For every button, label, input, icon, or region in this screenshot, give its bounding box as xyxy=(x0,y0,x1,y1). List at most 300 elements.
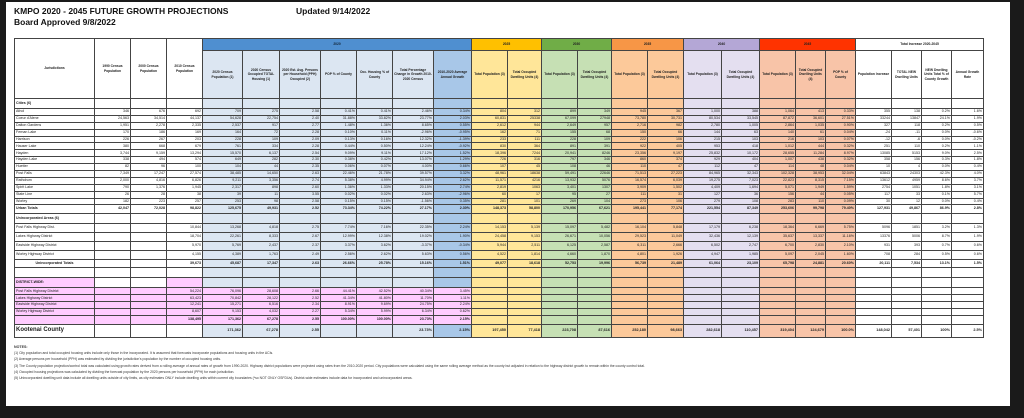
col-new-du-pct: NEW Dwelling Units Total % of County Growth xyxy=(922,51,952,99)
cell-value xyxy=(95,250,131,259)
cell-value: 284 xyxy=(892,250,922,259)
cell-value: 1307 xyxy=(578,184,612,191)
district-totals-row xyxy=(15,316,984,325)
urban-totals-row xyxy=(15,205,984,214)
cell-value: 2,278 xyxy=(131,122,167,129)
cell-value: 2,587 xyxy=(578,241,612,250)
cell-value: 25.78% xyxy=(357,259,393,268)
cell-value: 24.1% xyxy=(922,115,952,122)
cell-value: 57,401 xyxy=(892,324,922,337)
cell-value: 21.78% xyxy=(357,171,393,178)
cell-value: 2.62% xyxy=(357,250,393,259)
cell-value: 23.77% xyxy=(393,115,434,122)
cell-value: 2,716 xyxy=(612,122,648,129)
cell-value: 2.40 xyxy=(280,115,321,122)
table-row xyxy=(15,164,984,171)
cell-value: 108 xyxy=(722,198,760,205)
cell-value: 12,241 xyxy=(167,302,203,309)
cell-value xyxy=(95,316,131,325)
cell-value: 20.60% xyxy=(826,259,856,268)
cell-value: 253 xyxy=(203,198,243,205)
cell-value: 349 xyxy=(578,109,612,116)
cell-value: 28 xyxy=(131,191,167,198)
cell-value: 26 xyxy=(95,191,131,198)
cell-value: 1,985 xyxy=(722,250,760,259)
cell-value: 2.56% xyxy=(321,250,357,259)
cell-value: 355 xyxy=(856,109,892,116)
col-2030-du: Total Occupied Dwelling Units (4) xyxy=(578,51,612,99)
cell-value: 1,814 xyxy=(508,250,542,259)
cell-value: 12.99% xyxy=(321,232,357,241)
cell-value: 2.63 xyxy=(280,259,321,268)
group-total-increase: Total Increase 2020-2045 xyxy=(856,39,984,51)
cell-value: 388 xyxy=(722,109,760,116)
cell-value: 21,489 xyxy=(648,259,684,268)
jurisdiction-name: Lakes Highway District xyxy=(15,295,95,302)
cell-value: 22,754 xyxy=(243,115,280,122)
cell-value: 283 xyxy=(760,198,796,205)
cell-value: 74.22% xyxy=(357,205,393,214)
cell-value: 27,574 xyxy=(167,171,203,178)
cell-value: 18,396 xyxy=(472,150,508,157)
cell-value: 42.52% xyxy=(357,288,393,295)
cell-value: 2.74 xyxy=(280,177,321,184)
cell-value: 2.09 xyxy=(280,136,321,143)
cell-value: 68 xyxy=(578,129,612,136)
cell-value: 0.62% xyxy=(434,309,472,316)
cell-value: 6,669 xyxy=(796,223,826,232)
cell-value: 5006 xyxy=(892,232,922,241)
report-header xyxy=(14,6,371,28)
cell-value: 0.11% xyxy=(357,129,393,136)
cell-value: 391 xyxy=(578,143,612,150)
cell-value: 2,747 xyxy=(722,241,760,250)
cell-value: 1.8% xyxy=(952,157,984,164)
cell-value: 49,931 xyxy=(243,205,280,214)
cell-value: 47 xyxy=(648,164,684,171)
cell-value: 7,349 xyxy=(95,171,131,178)
cell-value xyxy=(95,288,131,295)
cell-value: 438 xyxy=(796,157,826,164)
note-5: (5) Unincorporated dwelling unit data include all dwelling units outside of city limits, as city estimates ONLY include dwelling units within current city boundaries (*so NOT ONLY OSFDUs). District-wide estimates include data for incorporated and unincorporated areas. xyxy=(14,376,413,381)
cell-value: 44,137 xyxy=(167,115,203,122)
cell-value: 4,155 xyxy=(167,250,203,259)
cell-value: 0.13% xyxy=(321,136,357,143)
note-3: (3) The County population projection/control total was calculated using growth rates derived from a rolling average of annual rates of growth from 1990-2020. Highway district populations were projected using rates from the 2010-2020 period. City populations were calculated using the same rolling average method as the county but adjusted in relation to the highway district growth to remain within the county control total. xyxy=(14,363,645,368)
cell-value: 2.67 xyxy=(280,232,321,241)
cell-value: -0.34% xyxy=(434,241,472,250)
cell-value: 12.32% xyxy=(393,136,434,143)
cell-value xyxy=(131,295,167,302)
jurisdiction-name: Worley Highway District xyxy=(15,250,95,259)
cell-value: 4,801 xyxy=(612,250,648,259)
cell-value: 100.00% xyxy=(321,316,357,325)
cell-value: 98 xyxy=(243,198,280,205)
spacer-row xyxy=(15,268,984,278)
cell-value: 0.50% xyxy=(357,143,393,150)
cell-value: 49,077 xyxy=(472,259,508,268)
col-2040-pop: Total Population (3) xyxy=(684,51,722,99)
cell-value: 73.34% xyxy=(321,205,357,214)
cell-value: 156 xyxy=(760,191,796,198)
cell-value: 9,153 xyxy=(203,309,243,316)
cell-value: 8246 xyxy=(578,150,612,157)
jurisdiction-name: Post Falls xyxy=(15,171,95,178)
cell-value xyxy=(95,295,131,302)
section-label: Unincorporated Areas (6) xyxy=(15,213,95,223)
cell-value: 60 xyxy=(472,191,508,198)
cell-value: 36 xyxy=(722,191,760,198)
cell-value: 6,826 xyxy=(167,177,203,184)
cell-value: 0.5% xyxy=(952,122,984,129)
cell-value: 48 xyxy=(796,164,826,171)
cell-value: 18,704 xyxy=(167,232,203,241)
cell-value: 679 xyxy=(167,143,203,150)
cell-value: -1.56% xyxy=(393,198,434,205)
cell-value: 27948 xyxy=(578,115,612,122)
cell-value: 33244 xyxy=(856,115,892,122)
cell-value: 2.55 xyxy=(280,324,321,337)
cell-value: 0.2% xyxy=(922,143,952,150)
cell-value: 171,362 xyxy=(203,324,243,337)
cell-value: 4,522 xyxy=(472,250,508,259)
cell-value: 23,109 xyxy=(722,259,760,268)
cell-value: 2.74% xyxy=(434,184,472,191)
cell-value: 0.6% xyxy=(952,241,984,250)
cell-value: 253,606 xyxy=(760,205,796,214)
notes-title: NOTES: xyxy=(14,345,28,349)
jurisdiction-name: State Line xyxy=(15,191,95,198)
cell-value: 56,739 xyxy=(612,259,648,268)
cell-value: 1.33% xyxy=(357,184,393,191)
cell-value: 63843 xyxy=(856,171,892,178)
cell-value: 109 xyxy=(243,136,280,143)
cell-value xyxy=(131,302,167,309)
cell-value: 100% xyxy=(922,324,952,337)
table-row xyxy=(15,309,984,316)
cell-value: 86.9% xyxy=(922,205,952,214)
cell-value: 98,822 xyxy=(167,205,203,214)
cell-value: 124,679 xyxy=(796,324,826,337)
cell-value: 3.7% xyxy=(952,177,984,184)
cell-value: 28,608 xyxy=(243,288,280,295)
cell-value xyxy=(131,259,167,268)
cell-value: 0.44% xyxy=(321,143,357,150)
cell-value: 2.77 xyxy=(280,122,321,129)
cell-value: 10 xyxy=(856,164,892,171)
cell-value: 20,111 xyxy=(856,259,892,268)
jurisdiction-name: Unincorporated Totals xyxy=(15,259,95,268)
cell-value: 111 xyxy=(612,191,648,198)
cell-value: 5153 xyxy=(892,150,922,157)
col-avg-growth: 2010-2020 Average Annual Growth xyxy=(434,51,472,99)
jurisdiction-name: Fernan Lake xyxy=(15,129,95,136)
cell-value: 251 xyxy=(856,143,892,150)
cell-value: 28,122 xyxy=(243,295,280,302)
cell-value: 1.9% xyxy=(952,232,984,241)
kootenai-county-row xyxy=(15,324,984,337)
cell-value: 71 xyxy=(508,129,542,136)
cell-value: 1,376 xyxy=(131,184,167,191)
cell-value: 5,970 xyxy=(167,241,203,250)
cell-value: 9.11% xyxy=(357,150,393,157)
cell-value: 98,663 xyxy=(648,324,684,337)
cell-value: 797 xyxy=(542,157,578,164)
cell-value: 0.07% xyxy=(826,136,856,143)
cell-value: 11,571 xyxy=(472,177,508,184)
cell-value: 0.7% xyxy=(922,241,952,250)
cell-value: 182 xyxy=(95,198,131,205)
cell-value: 1,064 xyxy=(760,109,796,116)
jurisdiction-name: Rathdrum xyxy=(15,177,95,184)
cell-value: 1,035 xyxy=(796,122,826,129)
cell-value: 860 xyxy=(612,157,648,164)
cell-value: 150 xyxy=(612,129,648,136)
cell-value: 1.11% xyxy=(434,295,472,302)
cell-value: 228 xyxy=(542,136,578,143)
group-2030: 2030 xyxy=(542,39,612,51)
cell-value: 9.09% xyxy=(321,150,357,157)
cell-value: 1.51% xyxy=(434,259,472,268)
cell-value: 0.2% xyxy=(922,122,952,129)
cell-value: 0.55% xyxy=(434,122,472,129)
cell-value: 0.15% xyxy=(357,198,393,205)
cell-value: 2.52 xyxy=(280,205,321,214)
cell-value: 20,941 xyxy=(542,150,578,157)
cell-value: 2.63% xyxy=(393,191,434,198)
cell-value: 103 xyxy=(722,136,760,143)
cell-value: 39 xyxy=(203,191,243,198)
cell-value: 28,655 xyxy=(760,150,796,157)
cell-value: 63,423 xyxy=(167,295,203,302)
cell-value: 15.16% xyxy=(393,259,434,268)
cell-value: 891 xyxy=(542,143,578,150)
cell-value: 22,823 xyxy=(760,177,796,184)
cell-value: 5,071 xyxy=(760,184,796,191)
table-row xyxy=(15,122,984,129)
cell-value: 0.42% xyxy=(357,157,393,164)
cell-value: 45,687 xyxy=(203,259,243,268)
cell-value: 319,404 xyxy=(760,324,796,337)
cell-value: 1,763 xyxy=(243,250,280,259)
cell-value: 982 xyxy=(648,122,684,129)
jurisdiction-name: Hayden Lake xyxy=(15,157,95,164)
table-row xyxy=(15,295,984,302)
cell-value: 709 xyxy=(203,109,243,116)
cell-value: 40.34% xyxy=(393,288,434,295)
group-2020: 2020 xyxy=(203,39,472,51)
cell-value: 49,867 xyxy=(892,205,922,214)
cell-value: 3.2% xyxy=(922,223,952,232)
cell-value: 0.2% xyxy=(922,109,952,116)
cell-value: 19.02% xyxy=(393,232,434,241)
jurisdiction-name: Post Falls Highway Dist. xyxy=(15,223,95,232)
cell-value: 0.02% xyxy=(321,191,357,198)
cell-value: 0.02% xyxy=(357,191,393,198)
cell-value: 65,798 xyxy=(760,259,796,268)
cell-value: 46 xyxy=(578,164,612,171)
col-pop1990: 1990 Census Population xyxy=(95,39,131,99)
cell-value: 3.37% xyxy=(321,241,357,250)
cell-value: 282 xyxy=(243,157,280,164)
table-row xyxy=(15,143,984,150)
cell-value: 20.15% xyxy=(393,184,434,191)
jurisdiction-name: Eastside Highway District xyxy=(15,302,95,309)
cell-value: 6,311 xyxy=(612,241,648,250)
cell-value: 5.75% xyxy=(826,223,856,232)
section-label: Cities (6) xyxy=(15,99,95,109)
cell-value: 922 xyxy=(612,143,648,150)
cell-value: 110 xyxy=(892,143,922,150)
cell-value xyxy=(95,309,131,316)
cell-value: 16,574 xyxy=(612,177,648,184)
cell-value: 9,159 xyxy=(131,150,167,157)
cell-value: 2.24% xyxy=(434,302,472,309)
cell-value: 38,485 xyxy=(203,171,243,178)
group-2040: 2040 xyxy=(684,39,760,51)
cell-value: 8.65% xyxy=(393,122,434,129)
cell-value: 24,563 xyxy=(95,115,131,122)
cell-value: -0.95% xyxy=(434,129,472,136)
cell-value: 79.40% xyxy=(826,205,856,214)
cell-value: 2,649 xyxy=(542,122,578,129)
cell-value: 61,064 xyxy=(684,259,722,268)
col-2045-pop-pct: POP % of County xyxy=(826,51,856,99)
cell-value: 148,373 xyxy=(472,205,508,214)
cell-value: 279 xyxy=(684,198,722,205)
cell-value: 38 xyxy=(167,191,203,198)
cell-value: 32,436 xyxy=(684,232,722,241)
cell-value: 14,153 xyxy=(472,223,508,232)
cell-value: 2.63 xyxy=(280,171,321,178)
col-du2020: 2020 Census Occupied TOTAL Housing (1) xyxy=(243,51,280,99)
cell-value: 334 xyxy=(243,143,280,150)
cell-value: 61 xyxy=(796,129,826,136)
cell-value: 1.36% xyxy=(321,184,357,191)
cell-value: 13,932 xyxy=(542,177,578,184)
cell-value: 2.60 xyxy=(280,184,321,191)
cell-value: 2,045 xyxy=(796,250,826,259)
cell-value: 110 xyxy=(612,164,648,171)
cell-value: 1.5% xyxy=(952,259,984,268)
cell-value: 1.8% xyxy=(922,184,952,191)
cell-value: 338 xyxy=(95,157,131,164)
cell-value: 117 xyxy=(856,191,892,198)
cell-value: 11.16% xyxy=(826,232,856,241)
projections-table xyxy=(14,38,984,338)
cell-value xyxy=(95,324,131,337)
cell-value: 2.49 xyxy=(280,250,321,259)
cell-value: 228 xyxy=(203,136,243,143)
cell-value: 42,047 xyxy=(95,205,131,214)
cell-value: 804 xyxy=(472,109,508,116)
cell-value: 71,513 xyxy=(612,171,648,178)
cell-value: 127,931 xyxy=(856,205,892,214)
cell-value: 44 xyxy=(796,191,826,198)
cell-value: 0.66% xyxy=(434,164,472,171)
cell-value: 1.3% xyxy=(952,223,984,232)
cell-value: 5.38% xyxy=(321,177,357,184)
cell-value: 1.9% xyxy=(952,115,984,122)
cell-value: 252,180 xyxy=(612,324,648,337)
cell-value: 676 xyxy=(131,109,167,116)
cell-value: 100.0% xyxy=(826,324,856,337)
cell-value: 8.97% xyxy=(826,150,856,157)
cell-value: 2754 xyxy=(856,184,892,191)
cell-value: 27.51% xyxy=(826,115,856,122)
cell-value: 41.34% xyxy=(321,295,357,302)
cell-value: 66 xyxy=(648,129,684,136)
group-2035: 2035 xyxy=(612,39,684,51)
cell-value: 197,450 xyxy=(472,324,508,337)
cell-value: 101 xyxy=(508,198,542,205)
col-2035-du: Total Occupied Dwelling Units (4) xyxy=(648,51,684,99)
cell-value xyxy=(95,223,131,232)
cell-value: 54,628 xyxy=(203,115,243,122)
cell-value: 898 xyxy=(243,184,280,191)
cell-value: 0.38% xyxy=(321,157,357,164)
cell-value: 2,000 xyxy=(95,177,131,184)
col-pop2000: 2000 Census Population xyxy=(131,39,167,99)
cell-value: 2,317 xyxy=(203,184,243,191)
cell-value: 203 xyxy=(167,136,203,143)
cell-value: 2.03% xyxy=(434,115,472,122)
cell-value: 3,356 xyxy=(243,177,280,184)
cell-value: 22.46% xyxy=(321,171,357,178)
cell-value: 8,607 xyxy=(167,309,203,316)
cell-value: 26.66% xyxy=(321,259,357,268)
cell-value: 4,816 xyxy=(131,177,167,184)
cell-value: 374 xyxy=(648,157,684,164)
cell-value: 13612 xyxy=(856,177,892,184)
col-2035-pop: Total Population (3) xyxy=(612,51,648,99)
cell-value: 494 xyxy=(131,157,167,164)
cell-value: 87,349 xyxy=(722,205,760,214)
cell-value: 59,491 xyxy=(542,171,578,178)
cell-value: 15,271 xyxy=(203,302,243,309)
cell-value: -2.96% xyxy=(434,191,472,198)
cell-value: 4959 xyxy=(892,177,922,184)
cell-value: 44.41% xyxy=(321,288,357,295)
cell-value: 67,621 xyxy=(578,205,612,214)
cell-value: 364 xyxy=(508,143,542,150)
cell-value: 22.35% xyxy=(393,223,434,232)
cell-value: 790 xyxy=(95,184,131,191)
cell-value xyxy=(131,232,167,241)
cell-value xyxy=(95,241,131,250)
jurisdiction-name: Hayden xyxy=(15,150,95,157)
cell-value: 47 xyxy=(722,164,760,171)
cell-value: 138 xyxy=(892,109,922,116)
board-approved: Board Approved 9/8/2022 xyxy=(14,17,116,27)
cell-value: 12,139 xyxy=(722,232,760,241)
cell-value: 27,223 xyxy=(648,171,684,178)
cell-value: 16,104 xyxy=(612,223,648,232)
cell-value: 327 xyxy=(856,122,892,129)
cell-value: 0.15% xyxy=(321,198,357,205)
cell-value: 170,956 xyxy=(542,205,578,214)
cell-value: 17,179 xyxy=(684,223,722,232)
cell-value: 945 xyxy=(612,109,648,116)
cell-value: 221,554 xyxy=(684,205,722,214)
cell-value: 31.88% xyxy=(321,115,357,122)
col-housing-pct: Occ. Housing % of County xyxy=(357,51,393,99)
cell-value: 156 xyxy=(892,157,922,164)
cell-value: 1,012 xyxy=(760,143,796,150)
cell-value: 2,335 xyxy=(167,122,203,129)
cell-value: 0.34% xyxy=(434,109,472,116)
cell-value: 6,137 xyxy=(243,150,280,157)
